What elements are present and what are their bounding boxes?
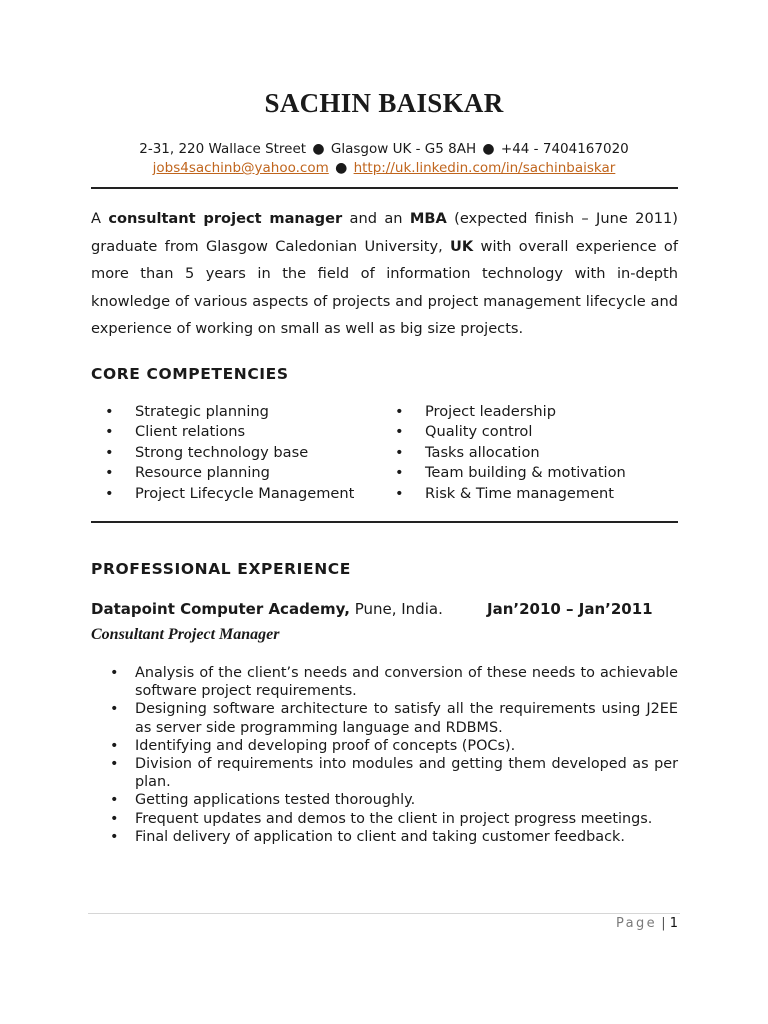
summary-bold: UK [450,237,474,255]
core-competencies-heading: CORE COMPETENCIES [91,365,289,383]
list-item: • Project leadership [381,402,626,422]
job-title: Consultant Project Manager [91,626,280,643]
list-item: • Risk & Time management [381,484,626,504]
job-dates: Jan’2010 – Jan’2011 [487,600,653,618]
contact-block [0,140,768,178]
competencies-right-list [381,402,626,504]
list-item: • Final delivery of application to client and taking customer feedback. [91,828,678,846]
list-item: • Analysis of the client’s needs and conversion of these needs to achievable software project requirements. [91,664,678,700]
address: 2-31, 220 Wallace Street [139,141,307,157]
summary-bold: consultant project manager [108,210,343,227]
list-item: • Team building & motivation [381,463,626,483]
professional-experience-heading: PROFESSIONAL EXPERIENCE [91,560,351,578]
city: Glasgow UK - G5 8AH [330,141,477,157]
phone: +44 - 7404167020 [500,141,629,157]
list-item: • Identifying and developing proof of concepts (POCs). [91,737,678,755]
page-label: Page [615,916,658,931]
footer-divider-bar: | [661,916,666,931]
list-item: • Strong technology base [91,443,354,463]
separator-dot: ● [335,160,348,176]
location-period: . [438,600,443,618]
summary-text: (expected finish – June 2011) graduate from Glasgow Caledonian University, [91,210,678,255]
page-number: 1 [669,916,678,931]
competencies-left-list [91,402,354,504]
list-item: • Getting applications tested thoroughly. [91,791,678,809]
list-item: • Strategic planning [91,402,354,422]
linkedin-link[interactable]: http://uk.linkedin.com/in/sachinbaiskar [353,160,616,176]
footer-divider [88,913,680,914]
list-item: • Division of requirements into modules and getting them developed as per plan. [91,755,678,791]
contact-line-2 [0,159,768,178]
list-item: • Resource planning [91,463,354,483]
list-item: • Client relations [91,422,354,442]
profile-summary [91,205,678,343]
separator-dot: ● [482,141,495,157]
header-divider [91,187,678,189]
list-item: • Designing software architecture to satisfy all the requirements using J2EE as server side programming language and RDBMS. [91,700,678,736]
contact-line-1 [0,140,768,159]
summary-text: with overall experience of more than 5 years in the field of information technology with in-depth knowledge of various aspects of projects and project management lifecycle and experience of working on small as well as big size projects. [91,237,678,337]
page-footer [560,916,678,931]
list-item: • Frequent updates and demos to the client in project progress meetings. [91,810,678,828]
summary-text: and an [342,210,410,227]
candidate-name: SACHIN BAISKAR [264,88,504,118]
separator-dot: ● [312,141,325,157]
job-location: Pune, India [349,600,439,618]
company-name: Datapoint Computer Academy, [91,600,350,618]
job-header [91,600,678,618]
list-item: • Tasks allocation [381,443,626,463]
list-item: • Project Lifecycle Management [91,484,354,504]
email-link[interactable]: jobs4sachinb@yahoo.com [152,160,329,176]
section-divider [91,521,678,523]
job-duties-list [91,664,678,846]
list-item: • Quality control [381,422,626,442]
summary-text: A [91,210,109,227]
summary-bold: MBA [409,210,447,227]
